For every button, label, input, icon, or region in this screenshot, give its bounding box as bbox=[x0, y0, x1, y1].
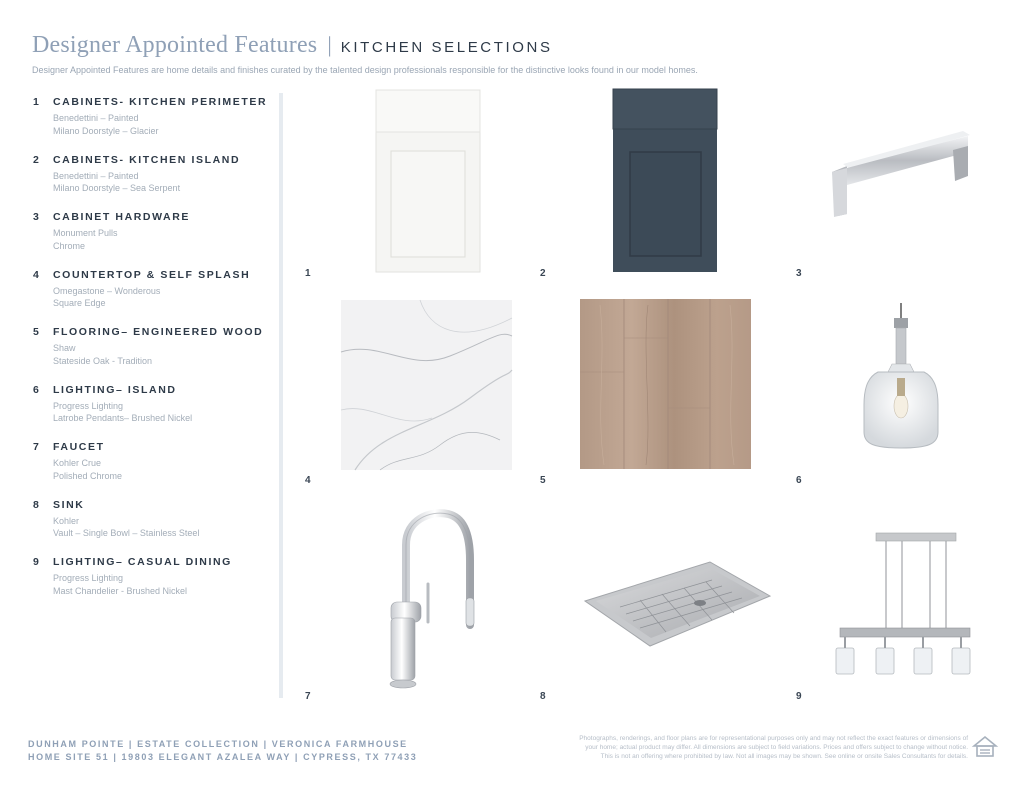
cabinet-door-sea-serpent bbox=[613, 89, 717, 272]
item-title: CABINET HARDWARE bbox=[53, 211, 191, 223]
item-title: LIGHTING– CASUAL DINING bbox=[53, 556, 232, 568]
page-title: Designer Appointed Features bbox=[32, 32, 318, 58]
pendant-light-latrobe bbox=[864, 303, 938, 448]
faucet-crue-chrome bbox=[390, 513, 474, 688]
item-number: 2 bbox=[33, 153, 41, 166]
page-subtitle: KITCHEN SELECTIONS bbox=[340, 39, 553, 56]
item-detail: Benedettini – Painted bbox=[53, 170, 139, 181]
image-label-4: 4 bbox=[305, 475, 311, 486]
item-detail: Mast Chandelier - Brushed Nickel bbox=[53, 585, 188, 596]
cabinet-door-glacier bbox=[376, 90, 480, 272]
item-number: 9 bbox=[33, 556, 41, 568]
item-detail: Stateside Oak - Tradition bbox=[53, 355, 153, 366]
intro-text: Designer Appointed Features are home details and finishes curated by the talented design professionals responsible for the distinctive looks found in our model homes. bbox=[32, 65, 698, 75]
disclaimer-line: your home; actual product may differ. All dimensions are subject to field variations. Prices and offers subject to change without notice. bbox=[585, 744, 968, 751]
item-title: CABINETS- KITCHEN PERIMETER bbox=[53, 96, 268, 108]
countertop-wonderous-swatch bbox=[341, 300, 512, 470]
flooring-oak-swatch bbox=[580, 299, 751, 469]
item-title: CABINETS- KITCHEN ISLAND bbox=[53, 153, 241, 166]
item-detail: Progress Lighting bbox=[53, 573, 124, 583]
image-label-2: 2 bbox=[540, 268, 546, 279]
item-title: LIGHTING– ISLAND bbox=[53, 383, 177, 396]
image-label-3: 3 bbox=[796, 268, 802, 279]
item-number: 8 bbox=[33, 498, 41, 511]
item-number: 1 bbox=[33, 96, 41, 108]
equal-housing-icon bbox=[974, 737, 996, 756]
item-detail: Omegastone – Wonderous bbox=[53, 285, 161, 296]
cabinet-pull-chrome bbox=[832, 131, 970, 217]
sink-vault-stainless bbox=[585, 562, 770, 646]
image-label-1: 1 bbox=[305, 268, 311, 279]
item-detail: Square Edge bbox=[53, 298, 106, 308]
disclaimer-line: Photographs, renderings, and floor plans are for representational purposes only and may not reflect the exact features or dimensions of bbox=[579, 735, 968, 742]
item-number: 7 bbox=[33, 441, 41, 453]
image-label-6: 6 bbox=[796, 475, 802, 486]
item-detail: Shaw bbox=[53, 343, 76, 353]
image-label-8: 8 bbox=[540, 691, 546, 702]
item-detail: Monument Pulls bbox=[53, 228, 118, 238]
item-detail: Polished Chrome bbox=[53, 470, 123, 481]
footer-address bbox=[28, 738, 417, 764]
item-detail: Progress Lighting bbox=[53, 400, 124, 411]
item-detail: Latrobe Pendants– Brushed Nickel bbox=[53, 413, 193, 423]
item-detail: Kohler bbox=[53, 515, 80, 526]
footer-community: DUNHAM POINTE | ESTATE COLLECTION | VERONICA FARMHOUSE bbox=[28, 739, 408, 749]
item-number: 3 bbox=[33, 211, 41, 223]
item-number: 4 bbox=[33, 268, 41, 281]
item-title: SINK bbox=[53, 498, 85, 511]
footer-disclaimer bbox=[508, 734, 968, 761]
item-detail: Milano Doorstyle – Sea Serpent bbox=[53, 183, 181, 193]
item-detail: Chrome bbox=[53, 240, 86, 251]
item-title: FLOORING– ENGINEERED WOOD bbox=[53, 326, 264, 338]
image-label-5: 5 bbox=[540, 475, 546, 486]
disclaimer-line: This is not an offering where prohibited by law. Not all images may be shown. See online or onsite Sales Consultants for details. bbox=[600, 753, 968, 760]
item-title: COUNTERTOP & SELF SPLASH bbox=[53, 268, 251, 281]
item-number: 6 bbox=[33, 383, 41, 396]
item-detail: Benedettini – Painted bbox=[53, 113, 139, 123]
image-label-7: 7 bbox=[305, 691, 311, 702]
item-detail: Kohler Crue bbox=[53, 458, 102, 468]
footer-homesite: HOME SITE 51 | 19803 ELEGANT AZALEA WAY | CYPRESS, TX 77433 bbox=[28, 752, 418, 762]
item-detail: Milano Doorstyle – Glacier bbox=[53, 125, 159, 136]
item-number: 5 bbox=[33, 326, 41, 338]
item-title: FAUCET bbox=[53, 441, 105, 453]
image-label-9: 9 bbox=[796, 691, 802, 702]
title-separator: | bbox=[327, 32, 332, 57]
chandelier-mast bbox=[836, 533, 970, 674]
item-detail: Vault – Single Bowl – Stainless Steel bbox=[53, 528, 200, 538]
